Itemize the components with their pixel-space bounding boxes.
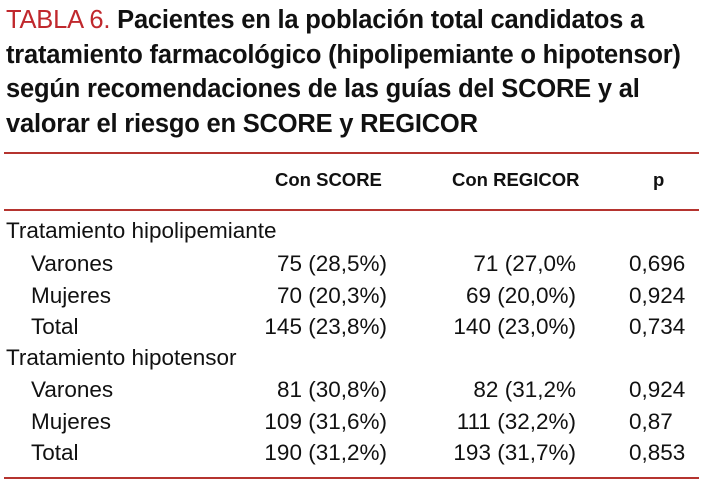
table-label: TABLA 6. (6, 6, 111, 34)
table-row (0, 311, 709, 342)
table-caption (6, 3, 701, 141)
bottom-rule (4, 477, 699, 479)
row-label: Mujeres (31, 409, 112, 434)
cell-regicor: 193 (31,7%) (453, 440, 576, 465)
group-label: Tratamiento hipotensor (6, 345, 237, 370)
cell-p: 0,853 (629, 440, 686, 465)
row-label: Varones (31, 377, 114, 402)
table-row (0, 280, 709, 311)
cell-regicor: 71 (27,0% (473, 251, 576, 276)
cell-score: 190 (31,2%) (264, 440, 387, 465)
column-header-p: p (653, 169, 665, 190)
cell-score: 109 (31,6%) (264, 409, 387, 434)
cell-p: 0,696 (629, 251, 686, 276)
row-label: Mujeres (31, 283, 112, 308)
header-rule (4, 209, 699, 211)
table-row (0, 406, 709, 437)
cell-p: 0,734 (629, 314, 686, 339)
column-header-score: Con SCORE (275, 169, 382, 190)
cell-score: 81 (30,8%) (276, 377, 387, 402)
cell-score: 75 (28,5%) (276, 251, 387, 276)
table-title: Pacientes en la población total candidatos a tratamiento farmacológico (hipolipemiante o hipotensor) según recomendaciones de las guías del SCORE y al valorar el riesgo en SCORE y REGICOR (6, 6, 681, 138)
row-label: Total (31, 314, 79, 339)
cell-regicor: 69 (20,0%) (465, 283, 576, 308)
cell-p: 0,87 (629, 409, 673, 434)
cell-regicor: 82 (31,2% (473, 377, 576, 402)
row-label: Total (31, 440, 79, 465)
top-rule (4, 152, 699, 154)
table-row (0, 248, 709, 279)
row-label: Varones (31, 251, 114, 276)
cell-regicor: 111 (32,2%) (456, 409, 576, 434)
cell-regicor: 140 (23,0%) (453, 314, 576, 339)
table-row (0, 437, 709, 468)
group-row-hipotensor (0, 342, 709, 373)
column-header-regicor: Con REGICOR (452, 169, 580, 190)
group-row-hipolipemiante (0, 215, 709, 246)
cell-p: 0,924 (629, 377, 686, 402)
table-row (0, 374, 709, 405)
cell-p: 0,924 (629, 283, 686, 308)
cell-score: 145 (23,8%) (264, 314, 387, 339)
group-label: Tratamiento hipolipemiante (6, 218, 277, 243)
cell-score: 70 (20,3%) (276, 283, 387, 308)
